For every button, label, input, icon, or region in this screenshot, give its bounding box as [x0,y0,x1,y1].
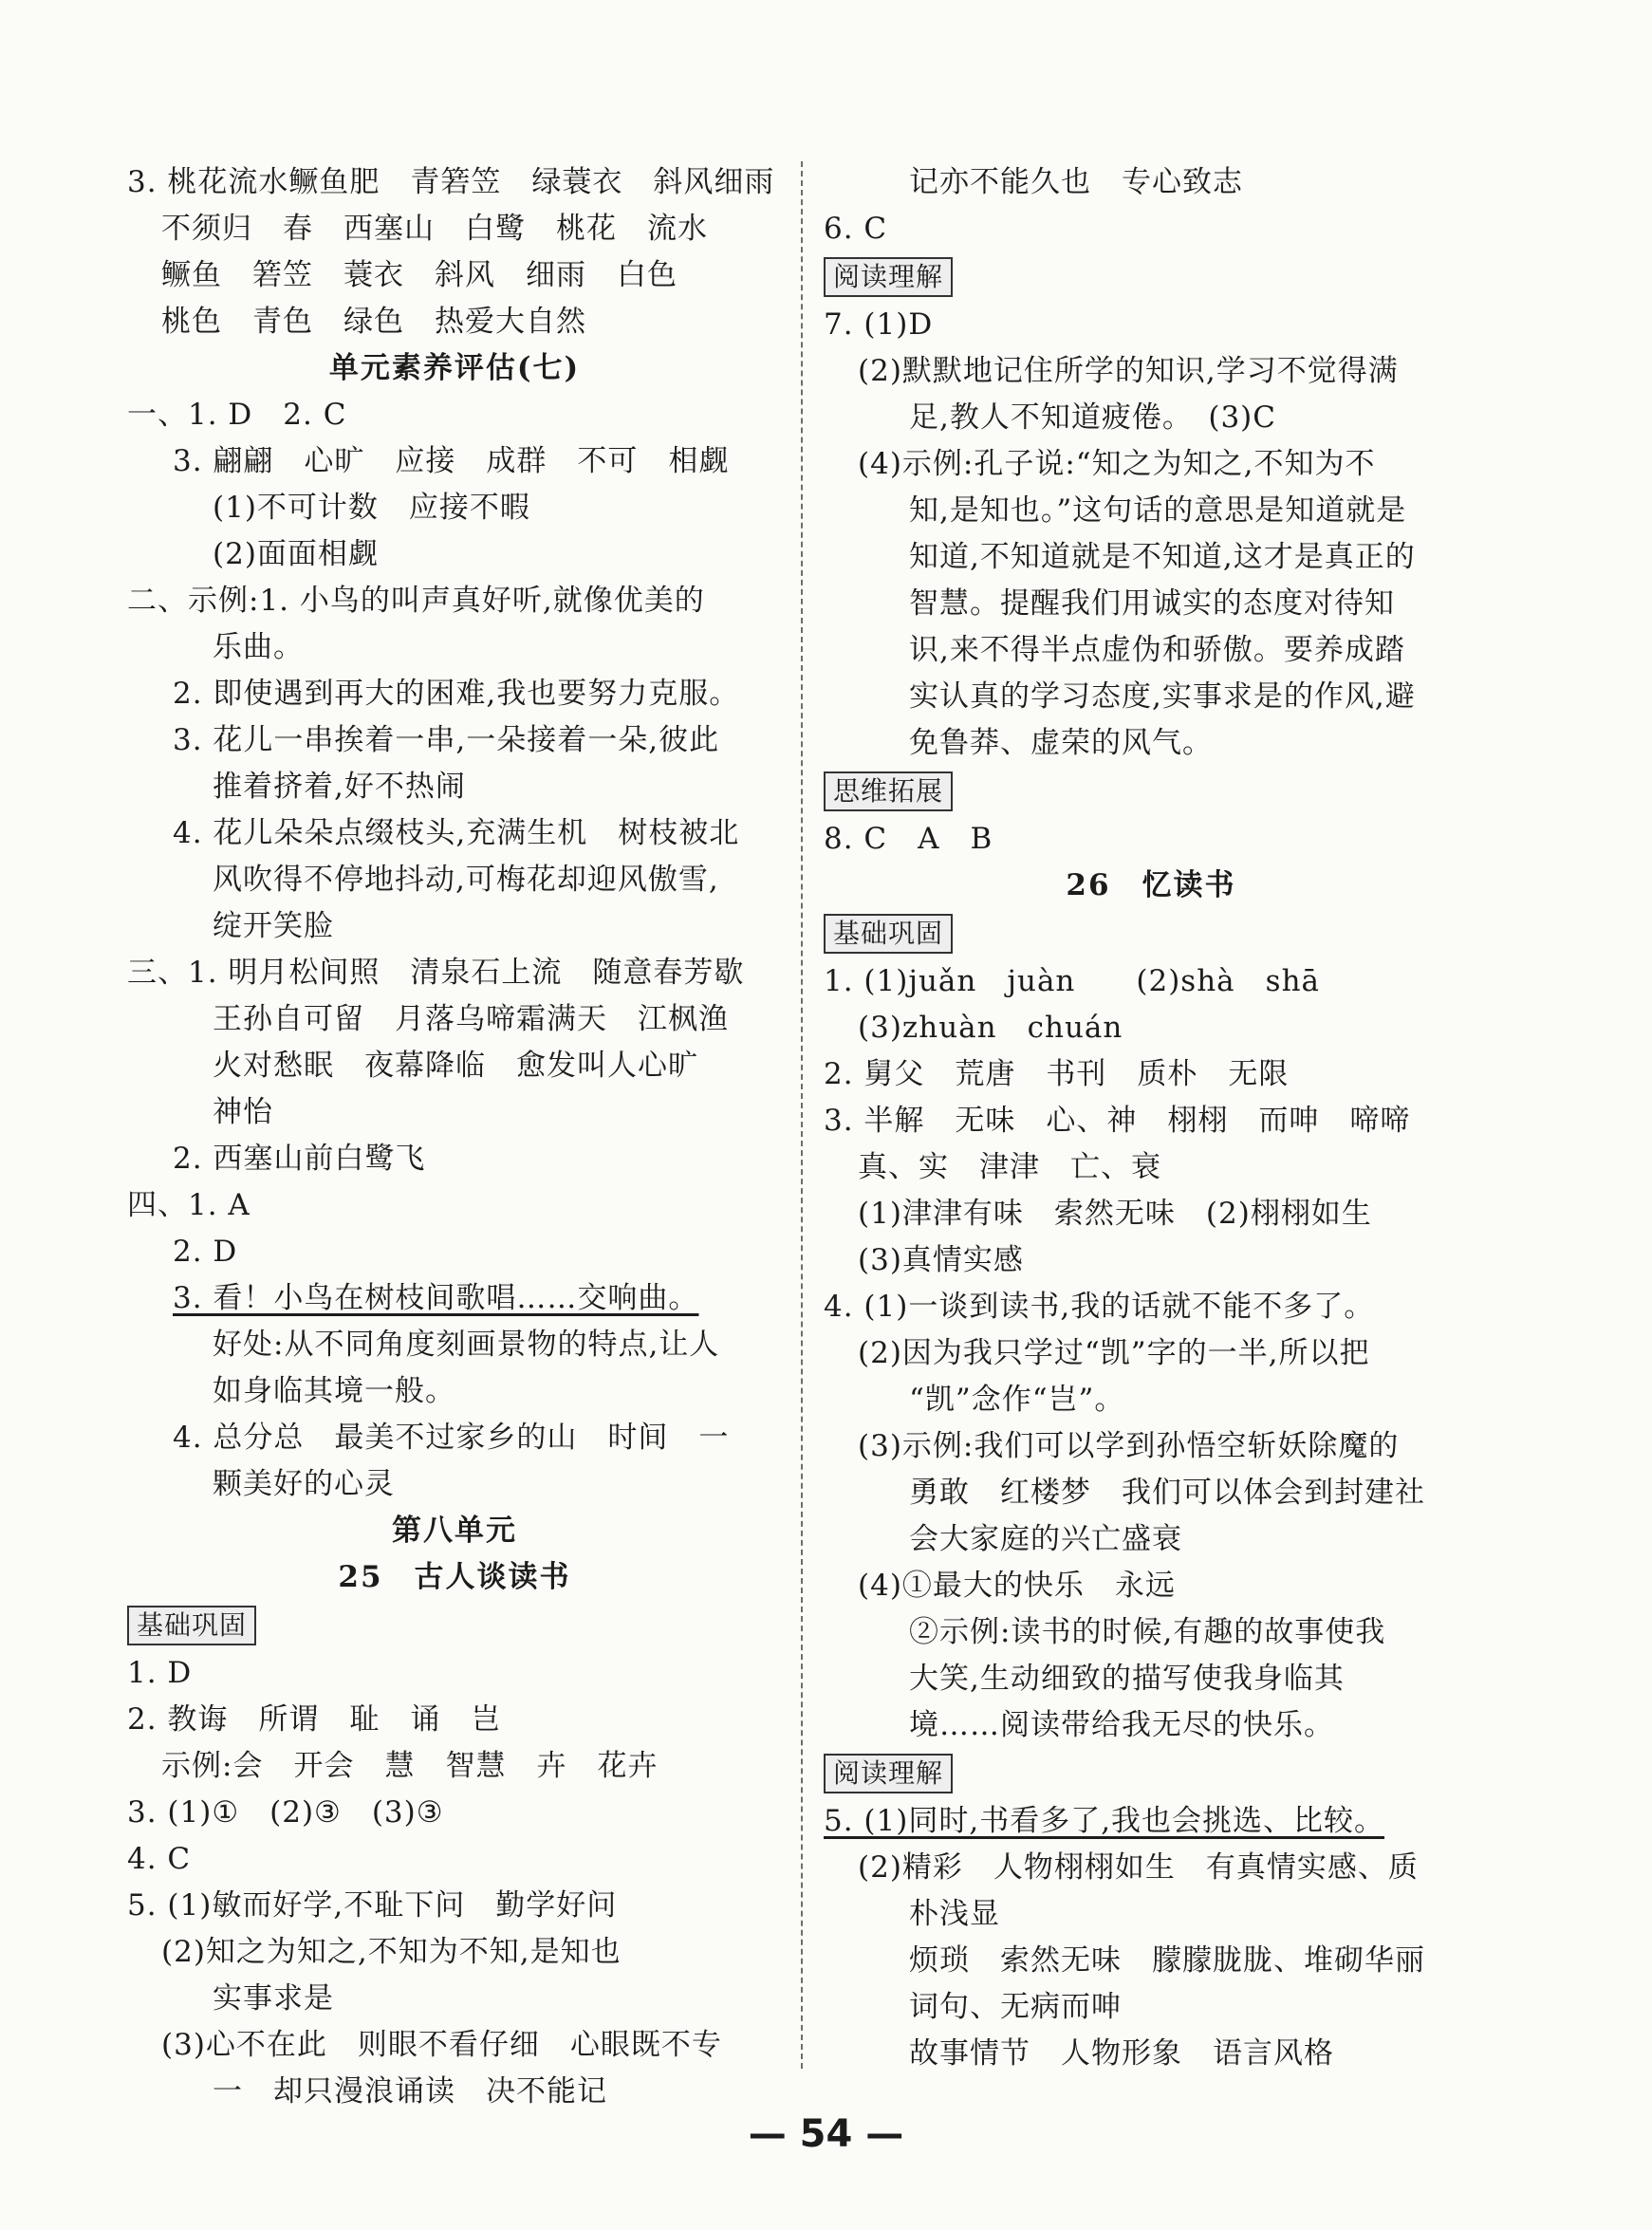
right-line [824,1609,1478,1656]
line-text: (1)津津有味 索然无味 (2)栩栩如生 [858,1197,1372,1231]
left-line [127,717,782,764]
line-text: 4. 花儿朵朵点缀枝头,充满生机 树枝被北 [173,816,740,850]
line-text: 实事求是 [213,1981,334,2016]
left-column [127,159,782,2115]
column-divider [801,161,803,2069]
line-text: (2)因为我只学过“凯”字的一半,所以把 [858,1336,1370,1370]
line-text: 示例:会 开会 慧 智慧 卉 花卉 [161,1749,659,1783]
line-text: 桃色 青色 绿色 热爱大自然 [161,305,586,339]
line-text: 1. (1)juǎn juàn (2)shà shā [824,964,1321,998]
right-line [824,1749,1478,1798]
left-line [127,1182,782,1229]
line-text: 3. 半解 无味 心、神 栩栩 而呻 啼啼 [824,1104,1411,1138]
left-line [127,857,782,903]
line-text: 火对愁眠 夜幕降临 愈发叫人心旷 [213,1049,698,1083]
line-text: 颗美好的心灵 [213,1467,395,1501]
line-text: 风吹得不停地抖动,可梅花却迎风傲雪, [213,863,719,897]
line-text: 烦琐 索然无味 朦朦胧胧、堆砌华丽 [909,1943,1425,1978]
line-text: 实认真的学习态度,实事求是的作风,避 [909,679,1416,714]
line-text: (4)①最大的快乐 永远 [858,1569,1176,1603]
left-line [127,624,782,671]
right-line [824,1423,1478,1470]
right-line [824,159,1478,206]
right-line [824,534,1478,581]
line-text: (3)zhuàn chuán [858,1011,1123,1045]
right-line [824,2031,1478,2077]
right-line [824,1005,1478,1051]
left-line [127,578,782,624]
line-text: 2. 教诲 所谓 耻 诵 岂 [127,1702,502,1737]
right-line [824,348,1478,395]
left-line [127,252,782,299]
line-text: 5. (1)敏而好学,不耻下问 勤学好问 [127,1888,618,1923]
line-text: (2)面面相觑 [213,537,379,571]
line-text: 朴浅显 [909,1897,1000,1931]
left-line [127,206,782,252]
right-line [824,441,1478,488]
left-line [127,531,782,578]
left-line [127,1883,782,1929]
left-line [127,1089,782,1136]
line-text: (3)示例:我们可以学到孙悟空斩妖除魔的 [858,1429,1400,1463]
line-text: (3)心不在此 则眼不看仔细 心眼既不专 [161,2028,722,2062]
line-text: 智慧。提醒我们用诚实的态度对待知 [909,586,1395,621]
right-line [824,1984,1478,2031]
left-line [127,671,782,717]
line-text: ②示例:读书的时候,有趣的故事使我 [909,1615,1386,1649]
line-text: (1)不可计数 应接不暇 [213,491,530,525]
line-text: 四、1. A [127,1188,251,1222]
right-line [824,1377,1478,1423]
line-text: 会大家庭的兴亡盛衰 [909,1522,1182,1556]
right-line [824,1051,1478,1098]
line-text: 免鲁莽、虚荣的风气。 [909,726,1213,760]
line-text: 勇敢 红楼梦 我们可以体会到封建社 [909,1476,1425,1510]
left-line [127,159,782,206]
right-line [824,627,1478,674]
right-column [824,159,1478,2077]
right-line [824,206,1478,252]
line-text: 4. (1)一谈到读书,我的话就不能不多了。 [824,1290,1375,1324]
right-line [824,1470,1478,1516]
line-text: 不须归 春 西塞山 白鹭 桃花 流水 [161,212,708,246]
left-line [127,1508,782,1554]
right-line [824,1656,1478,1702]
left-line [127,903,782,950]
left-line [127,1697,782,1743]
right-line [824,1938,1478,1984]
line-text: 二、示例:1. 小鸟的叫声真好听,就像优美的 [127,584,705,618]
line-text: 26 忆读书 [1066,868,1236,902]
line-text: 好处:从不同角度刻画景物的特点,让人 [213,1328,720,1362]
line-text: 足,教人不知道疲倦。 (3)C [909,400,1276,435]
right-line [824,816,1478,863]
line-text: 绽开笑脸 [213,909,334,943]
left-line [127,1976,782,2022]
line-text: 3. 桃花流水鳜鱼肥 青箬笠 绿蓑衣 斜风细雨 [127,165,775,199]
line-text: 5. (1)同时,书看多了,我也会挑选、比较。 [824,1804,1385,1838]
line-text: 鳜鱼 箬笠 蓑衣 斜风 细雨 白色 [161,258,678,292]
line-text: (2)精彩 人物栩栩如生 有真情实感、质 [858,1850,1419,1885]
right-line [824,1191,1478,1237]
left-line [127,950,782,996]
left-line [127,1322,782,1368]
left-line [127,485,782,531]
right-line [824,1330,1478,1377]
line-text: 故事情节 人物形象 语言风格 [909,2036,1334,2071]
right-line [824,1798,1478,1845]
left-line [127,438,782,485]
section-label: 思维拓展 [824,771,953,811]
left-line [127,1461,782,1508]
line-text: 一、1. D 2. C [127,398,347,432]
line-text: 境……阅读带给我无尽的快乐。 [909,1708,1334,1742]
line-text: 词句、无病而呻 [909,1990,1122,2024]
line-text: (2)知之为知之,不知为不知,是知也 [161,1935,622,1969]
right-line [824,909,1478,958]
left-line [127,345,782,392]
right-line [824,302,1478,348]
left-line [127,1229,782,1275]
line-text: 3. 翩翩 心旷 应接 成群 不可 相觑 [173,444,730,478]
section-label: 阅读理解 [824,1754,953,1793]
line-text: 识,来不得半点虚伪和骄傲。要养成踏 [909,633,1405,667]
right-line [824,720,1478,767]
line-text: 8. C A B [824,822,993,856]
right-line [824,674,1478,720]
right-line [824,1702,1478,1749]
line-text: 推着挤着,好不热闹 [213,770,466,804]
line-text: 知道,不知道就是不知道,这才是真正的 [909,540,1416,574]
line-text: 三、1. 明月松间照 清泉石上流 随意春芳歇 [127,956,745,990]
line-text: (3)真情实感 [858,1243,1024,1277]
line-text: 2. 即使遇到再大的困难,我也要努力克服。 [173,677,740,711]
line-text: 4. C [127,1842,192,1876]
line-text: 4. 总分总 最美不过家乡的山 时间 一 [173,1421,730,1455]
right-line [824,767,1478,816]
section-label: 阅读理解 [824,257,953,297]
left-line [127,764,782,810]
left-line [127,1601,782,1650]
right-line [824,1891,1478,1938]
line-text: (4)示例:孔子说:“知之为知之,不知为不 [858,447,1376,481]
line-text: (2)默默地记住所学的知识,学习不觉得满 [858,354,1399,388]
right-line [824,1237,1478,1284]
left-line [127,1275,782,1322]
right-line [824,252,1478,302]
section-label: 基础巩固 [127,1606,256,1645]
right-line [824,395,1478,441]
left-line [127,1836,782,1883]
line-text: 7. (1)D [824,307,934,342]
left-line [127,2022,782,2069]
left-line [127,1554,782,1601]
right-line [824,863,1478,909]
line-text: 3. 花儿一串挨着一串,一朵接着一朵,彼此 [173,723,720,757]
left-line [127,1650,782,1697]
line-text: 神怡 [213,1095,273,1129]
line-text: 2. 舅父 荒唐 书刊 质朴 无限 [824,1057,1290,1091]
left-line [127,1043,782,1089]
line-text: 第八单元 [392,1514,517,1548]
line-text: 真、实 津津 亡、衰 [858,1150,1161,1184]
left-line [127,810,782,857]
line-text: 知,是知也。”这句话的意思是知道就是 [909,493,1407,528]
line-text: 王孙自可留 月落乌啼霜满天 江枫渔 [213,1002,729,1036]
right-line [824,1284,1478,1330]
left-line [127,1136,782,1182]
right-line [824,1563,1478,1609]
left-line [127,996,782,1043]
line-text: 大笑,生动细致的描写使我身临其 [909,1662,1345,1696]
line-text: 单元素养评估(七) [328,351,581,385]
right-line [824,488,1478,534]
line-text: 2. D [173,1235,238,1269]
left-line [127,2069,782,2115]
line-text: “凯”念作“岂”。 [909,1383,1125,1417]
left-line [127,1790,782,1836]
line-text: 如身临其境一般。 [213,1374,455,1408]
section-label: 基础巩固 [824,914,953,954]
left-line [127,1929,782,1976]
line-text: 3. (1)① (2)③ (3)③ [127,1795,444,1830]
left-line [127,1415,782,1461]
line-text: 2. 西塞山前白鹭飞 [173,1142,426,1176]
right-line [824,1845,1478,1891]
line-text: 6. C [824,212,888,246]
line-text: 乐曲。 [213,630,304,664]
page-number: — 54 — [748,2112,904,2156]
right-line [824,1144,1478,1191]
right-line [824,958,1478,1005]
line-text: 3. 看！小鸟在树枝间歌唱……交响曲。 [173,1281,699,1315]
left-line [127,1743,782,1790]
right-line [824,1098,1478,1144]
line-text: 1. D [127,1656,193,1690]
left-line [127,392,782,438]
line-text: 记亦不能久也 专心致志 [909,165,1243,199]
line-text: 一 却只漫浪诵读 决不能记 [213,2074,607,2109]
right-line [824,1516,1478,1563]
left-line [127,1368,782,1415]
line-text: 25 古人谈读书 [338,1560,571,1594]
right-line [824,581,1478,627]
left-line [127,299,782,345]
